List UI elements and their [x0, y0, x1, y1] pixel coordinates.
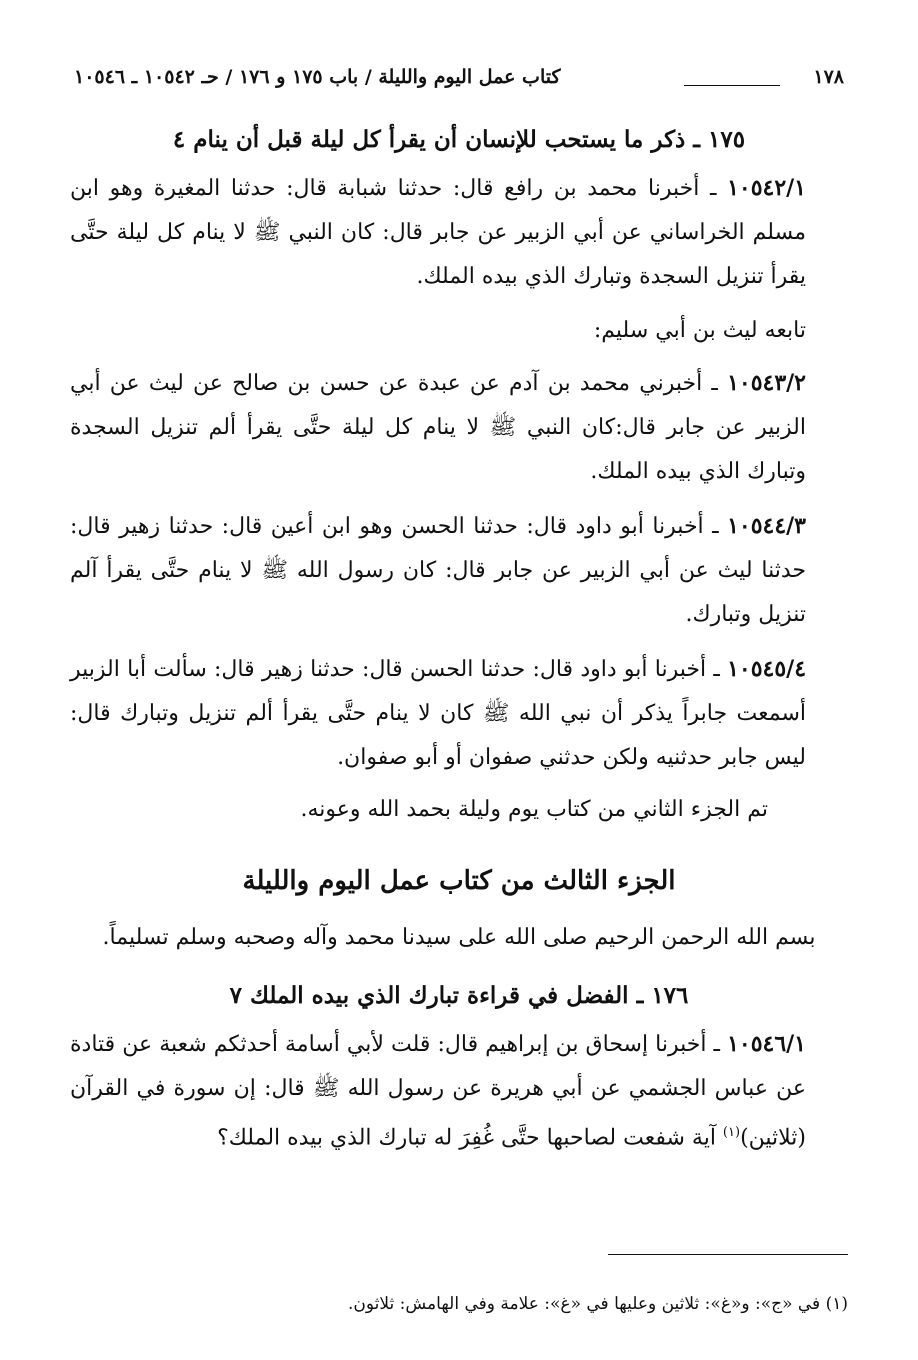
hadith-10545 [70, 647, 848, 780]
page-header [70, 60, 848, 100]
hadith-text: ـ أخبرنا أبو داود قال: حدثنا الحسن قال: حدثنا زهير قال: سألت أبا الزبير أسمعت جابراً يذكر أن نبي الله ﷺ كان لا ينام حتَّى يقرأ ألم تنزيل وتبارك قال: ليس جابر حدثنيه ولكن حدثني صفوان أو أبو صفوان. [70, 657, 806, 770]
follow-note: تابعه ليث بن أبي سليم: [593, 318, 806, 343]
hadith-10544 [70, 504, 848, 637]
section-176-heading: ١٧٦ ـ الفضل في قراءة تبارك الذي بيده الملك ٧ [229, 982, 689, 1009]
hadith-number: ١٠٥٤٤/٣ [727, 513, 806, 539]
hadith-text: ـ أخبرني محمد بن آدم عن عبدة عن حسن بن صالح عن ليث عن أبي الزبير عن جابر قال:كان النبي ﷺ لا ينام كل ليلة حتَّى يقرأ ألم تنزيل السجدة وتبارك الذي بيده الملك. [70, 371, 806, 484]
part-three-title: الجزء الثالث من كتاب عمل اليوم والليلة [242, 866, 676, 896]
hadith-text-continued: آية شفعت لصاحبها حتَّى غُفِرَ له تبارك الذي بيده الملك؟ [217, 1125, 723, 1151]
hadith-text: ـ أخبرنا أبو داود قال: حدثنا الحسن وهو ابن أعين قال: حدثنا زهير قال: حدثنا ليث عن أبي الزبير عن جابر قال: كان رسول الله ﷺ لا ينام حتَّى يقرأ آلم تنزيل وتبارك. [70, 514, 806, 627]
hadith-number: ١٠٥٤٣/٢ [727, 370, 806, 396]
hadith-10546 [70, 1022, 848, 1160]
hadith-text: ـ أخبرنا إسحاق بن إبراهيم قال: قلت لأبي أسامة أحدثكم شعبة عن قتادة عن عباس الجشمي عن أبي هريرة عن رسول الله ﷺ قال: إن سورة في القرآن (ثلاثين) [70, 1032, 806, 1151]
hadith-number: ١٠٥٤٥/٤ [727, 656, 807, 682]
running-title: كتاب عمل اليوم والليلة / باب ١٧٥ و ١٧٦ / حـ ١٠٥٤٢ ـ ١٠٥٤٦ [74, 66, 561, 88]
hadith-10542 [70, 166, 848, 299]
hadith-10543 [70, 361, 848, 494]
hadith-number: ١٠٥٤٢/١ [727, 175, 806, 201]
hadith-number: ١٠٥٤٦/١ [727, 1031, 806, 1057]
part-two-closing: تم الجزء الثاني من كتاب يوم وليلة بحمد الله وعونه. [300, 797, 768, 822]
header-rule [684, 85, 780, 86]
section-175-heading: ١٧٥ ـ ذكر ما يستحب للإنسان أن يقرأ كل ليلة قبل أن ينام ٤ [172, 126, 746, 153]
footnote: (١) في «ج»: و«غ»: ثلاثين وعليها في «غ»: علامة وفي الهامش: ثلاثون. [347, 1294, 848, 1314]
hadith-text: ـ أخبرنا محمد بن رافع قال: حدثنا شبابة قال: حدثنا المغيرة وهو ابن مسلم الخراساني عن أبي الزبير عن جابر قال: كان النبي ﷺ لا ينام كل ليلة حتَّى يقرأ تنزيل السجدة وتبارك الذي بيده الملك. [70, 176, 806, 289]
book-page [70, 60, 848, 1314]
page-number: ١٧٨ [813, 66, 844, 88]
basmala: بسم الله الرحمن الرحيم صلى الله على سيدنا محمد وآله وصحبه وسلم تسليماً. [102, 925, 816, 950]
footnote-divider [608, 1254, 848, 1255]
footnote-ref[interactable]: (١) [722, 1125, 741, 1140]
